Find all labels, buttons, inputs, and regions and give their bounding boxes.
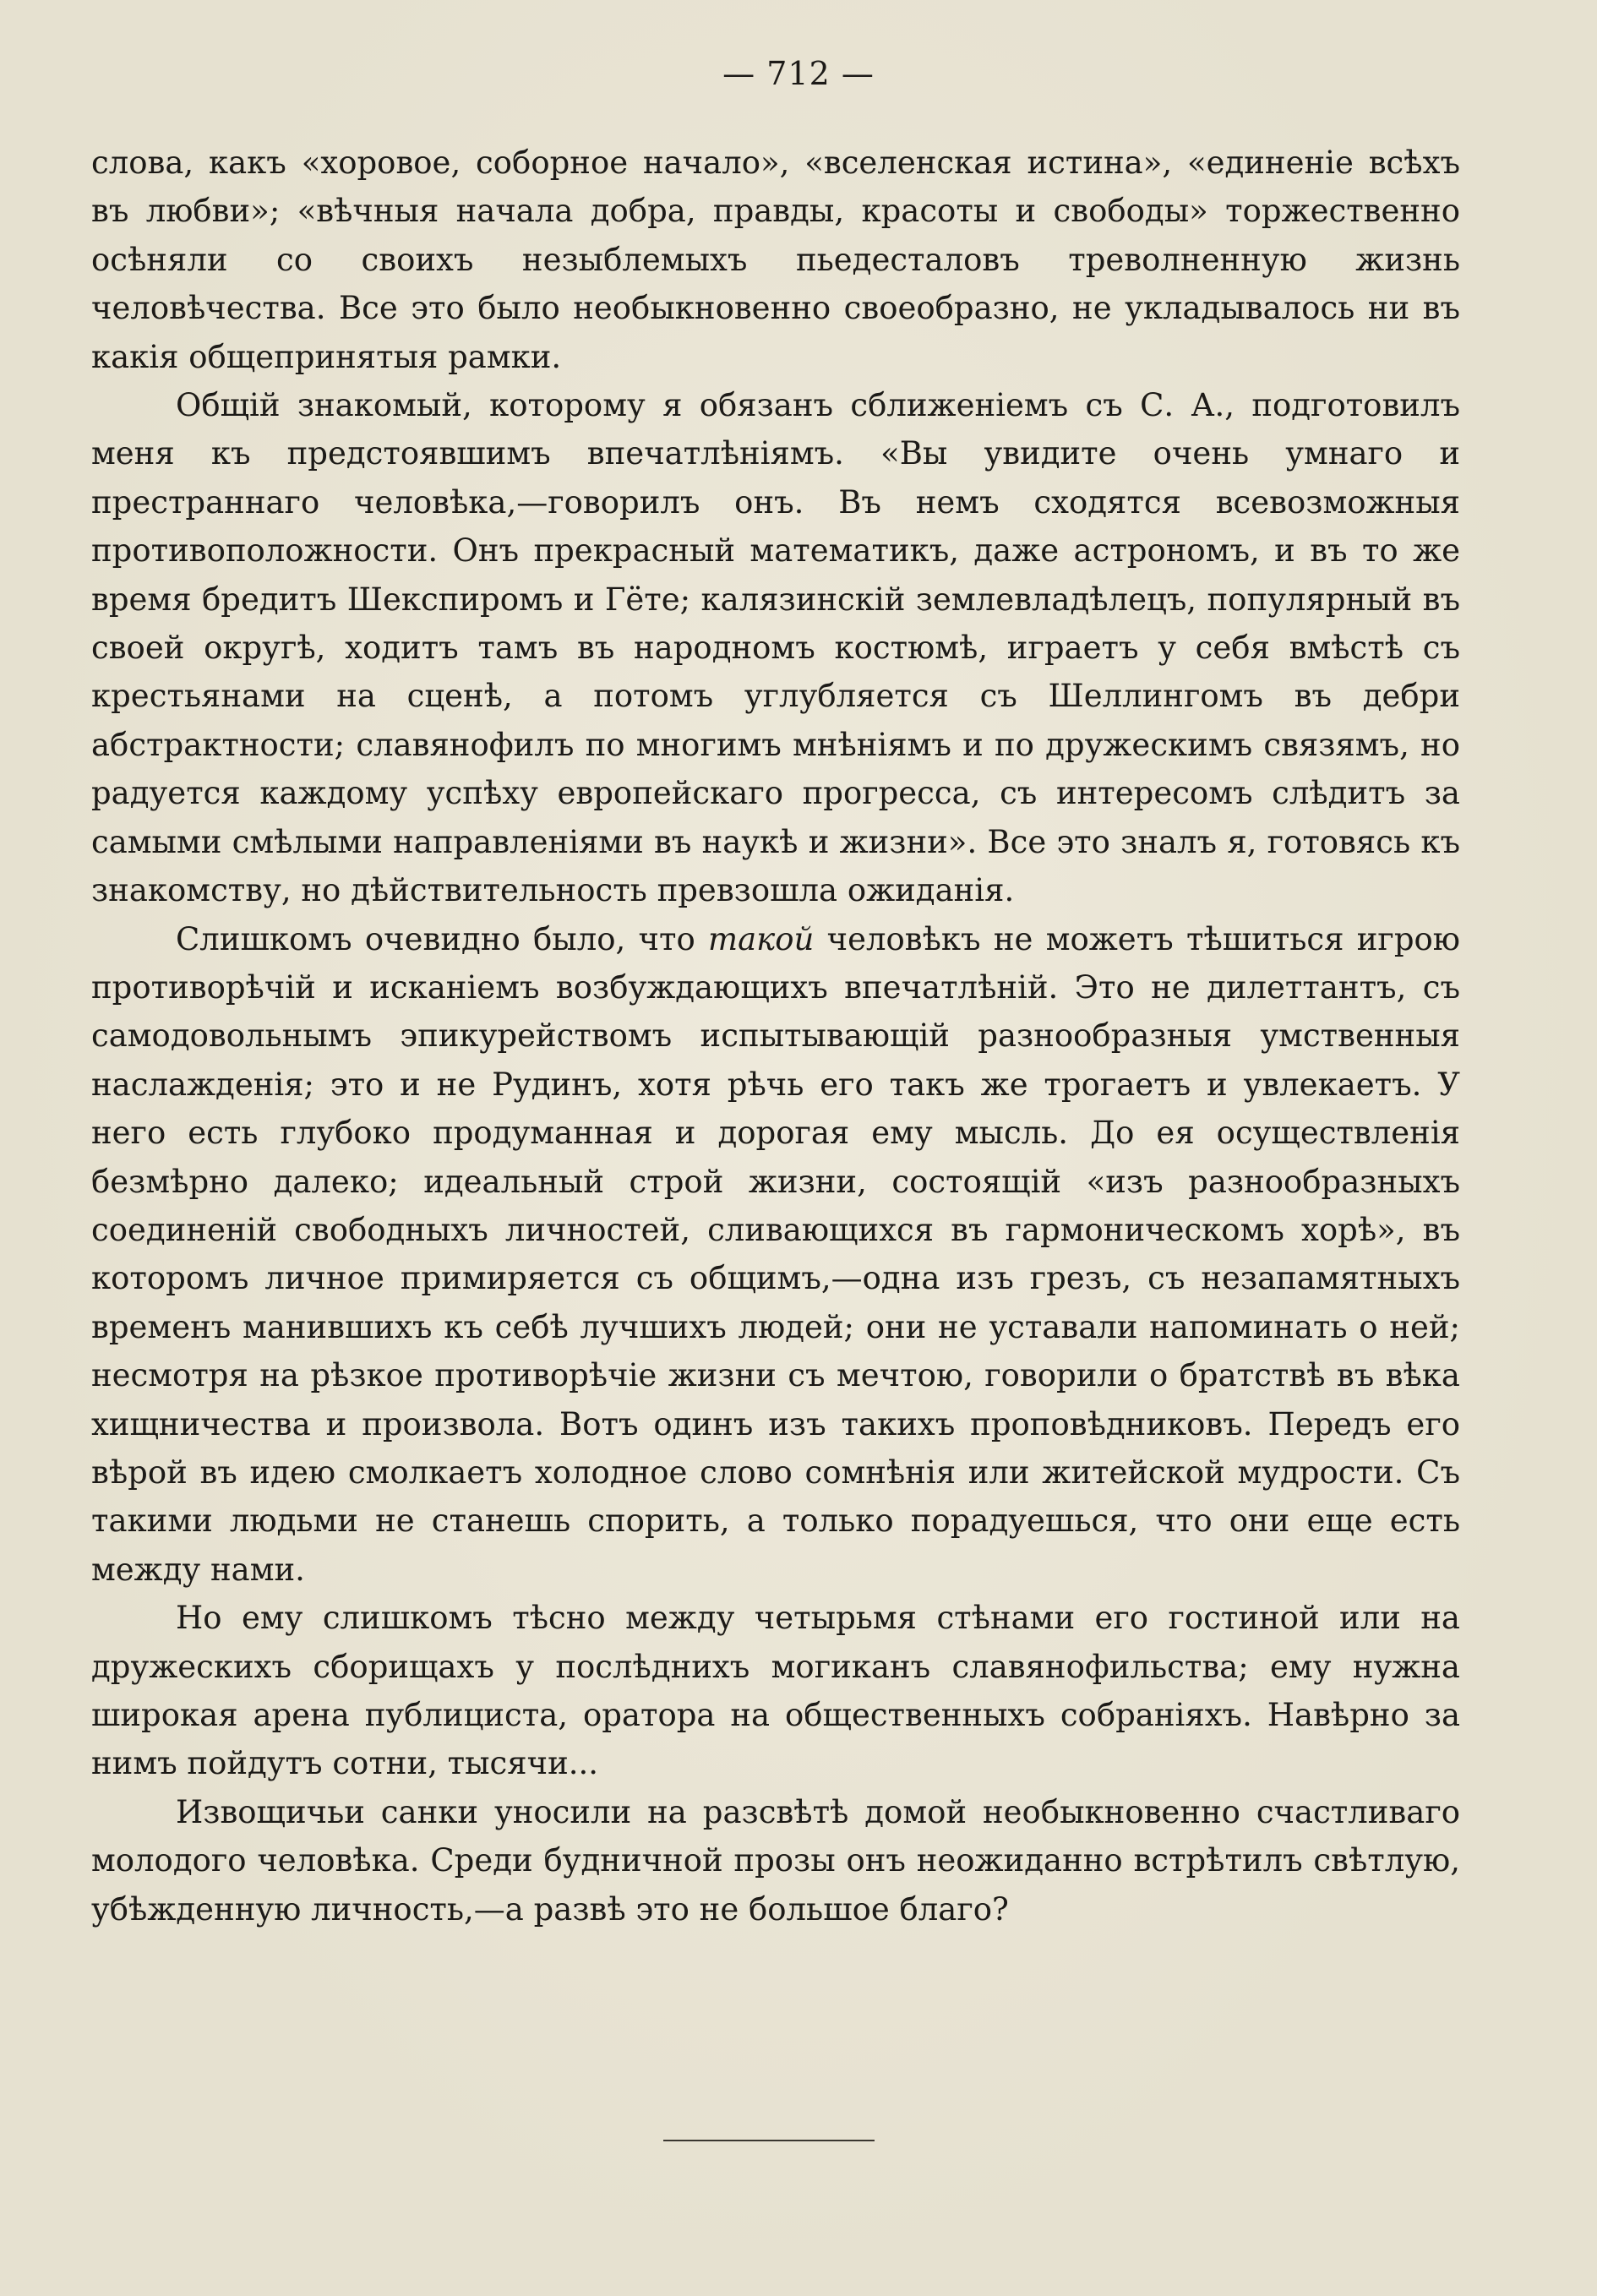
body-text xyxy=(91,139,1460,1933)
paragraph-4: Но ему слишкомъ тѣсно между четырьмя стѣнами его гостиной или на дружескихъ сборищахъ у послѣднихъ могиканъ славянофильства; ему нужна широкая арена публициста, оратора на общественныхъ собраніяхъ. Навѣрно за нимъ пойдутъ сотни, тысячи... xyxy=(91,1600,1460,1782)
paragraph-3 xyxy=(91,915,1460,1595)
paragraph-1: слова, какъ «хоровое, соборное начало», «вселенская истина», «единеніе всѣхъ въ любви»; «вѣчныя начала добра, правды, красоты и свободы» торжественно осѣняли со своихъ незыблемыхъ пьедесталовъ треволненную жизнь человѣчества. Все это было необыкновенно своеобразно, не укладывалось ни въ какія общепринятыя рамки. xyxy=(91,145,1460,375)
paragraph-3-rest: человѣкъ не можетъ тѣшиться игрою противорѣчій и исканіемъ возбуждающихъ впечатлѣній. Это не дилеттантъ, съ самодовольнымъ эпикурействомъ испытывающій разнообразныя умственныя наслажденія; это и не Рудинъ, хотя рѣчь его такъ же трогаетъ и увлекаетъ. У него есть глубоко продуманная и дорогая ему мысль. До ея осуществленія безмѣрно далеко; идеальный строй жизни, состоящій «изъ разнообразныхъ соединеній свободныхъ личностей, сливающихся въ гармоническомъ хорѣ», въ которомъ личное примиряется съ общимъ,—одна изъ грезъ, съ незапамятныхъ временъ манившихъ къ себѣ лучшихъ людей; они не уставали напоминать о ней; несмотря на рѣзкое противорѣчіе жизни съ мечтою, говорили о братствѣ въ вѣка хищничества и произвола. Вотъ одинъ изъ такихъ проповѣдниковъ. Передъ его вѣрой въ идею смолкаетъ холодное слово сомнѣнія или житейской мудрости. Съ такими людьми не станешь спорить, а только порадуешься, что они еще есть между нами. xyxy=(91,920,1460,1588)
emphasis-word: такой xyxy=(708,920,815,957)
section-end-rule xyxy=(663,2140,875,2141)
paragraph-3-start: Слишкомъ очевидно было, что xyxy=(176,920,709,957)
page-number: — 712 — xyxy=(722,55,875,92)
paragraph-5: Извощичьи санки уносили на разсвѣтѣ домой необыкновенно счастливаго молодого человѣка. Среди будничной прозы онъ неожиданно встрѣтилъ свѣтлую, убѣжденную личность,—а развѣ это не большое благо? xyxy=(91,1793,1460,1928)
paragraph-2: Общій знакомый, которому я обязанъ сближеніемъ съ С. А., подготовилъ меня къ предстоявшимъ впечатлѣніямъ. «Вы увидите очень умнаго и престраннаго человѣка,—говорилъ онъ. Въ немъ сходятся всевозможныя противоположности. Онъ прекрасный математикъ, даже астрономъ, и въ то же время бредитъ Шекспиромъ и Гёте; калязинскій землевладѣлецъ, популярный въ своей округѣ, ходитъ тамъ въ народномъ костюмѣ, играетъ у себя вмѣстѣ съ крестьянами на сценѣ, а потомъ углубляется съ Шеллингомъ въ дебри абстрактности; славянофилъ по многимъ мнѣніямъ и по дружескимъ связямъ, но радуется каждому успѣху европейскаго прогресса, съ интересомъ слѣдитъ за самыми смѣлыми направленіями въ наукѣ и жизни». Все это зналъ я, готовясь къ знакомству, но дѣйствительность превзошла ожиданія. xyxy=(91,387,1460,909)
